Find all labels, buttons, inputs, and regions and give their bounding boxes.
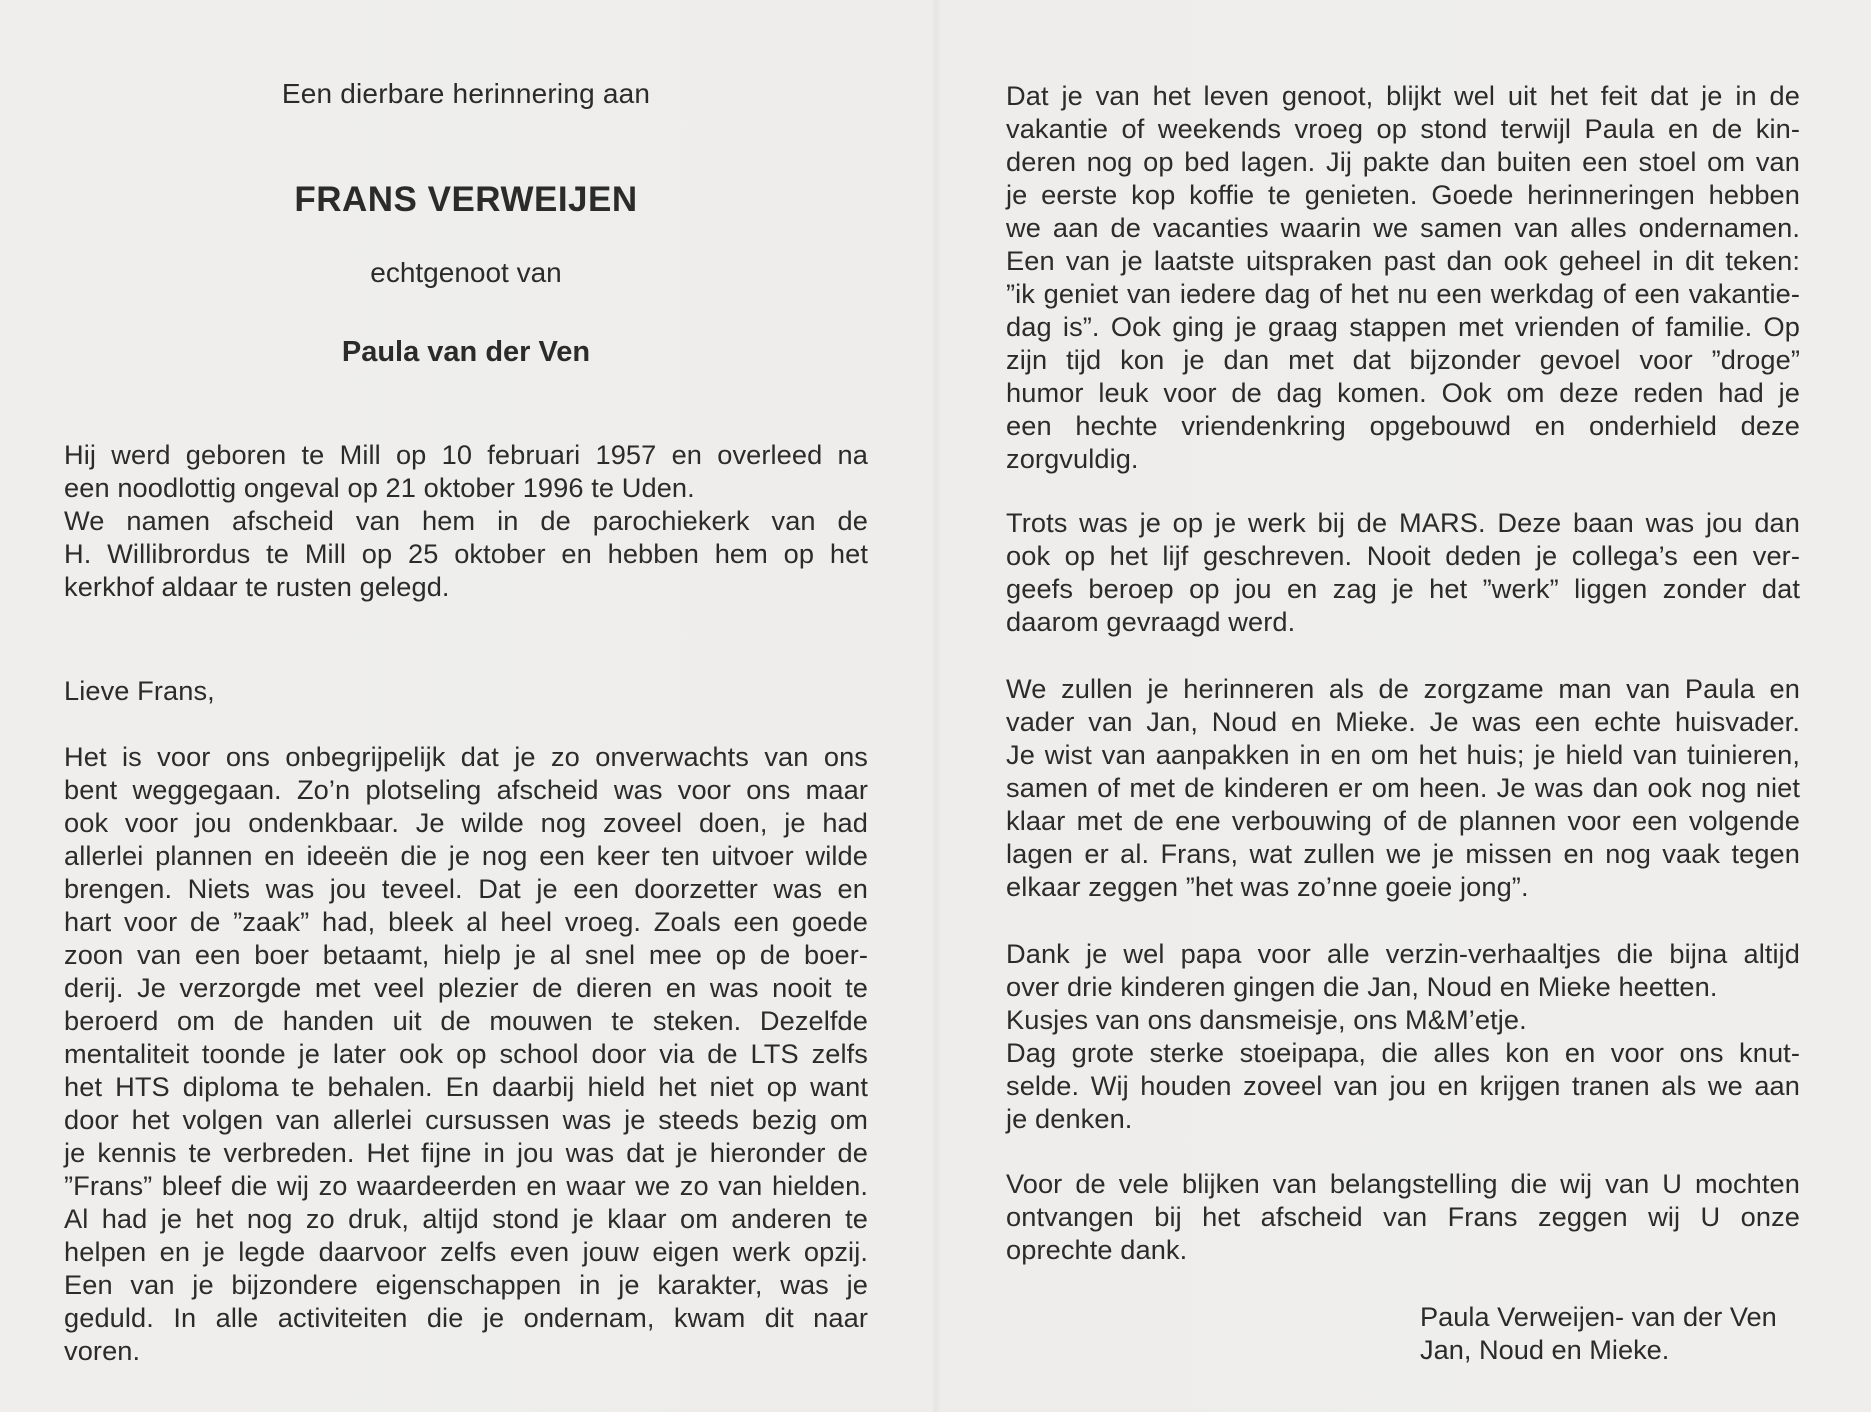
text-line: we aan de vacanties waarin we samen van alles ondernamen.: [1006, 212, 1800, 243]
text-line: Voor de vele blijken van belangstelling die wij van U mochten: [1006, 1168, 1800, 1199]
text-line: over drie kinderen gingen die Jan, Noud en Mieke heetten.: [1006, 971, 1718, 1002]
paragraph-family-man: [1006, 672, 1800, 903]
text-line: ook voor jou ondenkbaar. Je wilde nog zoveel doen, je had: [64, 807, 868, 838]
text-line: oprechte dank.: [1006, 1234, 1188, 1265]
text-line: Dank je wel papa voor alle verzin-verhaaltjes die bijna altijd: [1006, 938, 1800, 969]
text-line: ook op het lijf geschreven. Nooit deden je collega’s een ver-: [1006, 540, 1800, 571]
text-line: Een van je laatste uitspraken past dan ook geheel in dit teken:: [1006, 245, 1800, 276]
text-line: humor leuk voor de dag komen. Ook om deze reden had je: [1006, 377, 1800, 408]
spouse-name: Paula van der Ven: [341, 336, 591, 368]
text-line: zorgvuldig.: [1006, 443, 1139, 474]
text-line: hart voor de ”zaak” had, bleek al heel vroeg. Zoals een goede: [64, 906, 868, 937]
text-line: ”Frans” bleef die wij zo waardeerden en waar we zo van hielden.: [64, 1170, 868, 1201]
paragraph-thanks-papa: [1006, 937, 1800, 1135]
text-line: H. Willibrordus te Mill op 25 oktober en hebben hem op het: [64, 538, 868, 569]
text-line: derij. Je verzorgde met veel plezier de dieren en was nooit te: [64, 972, 868, 1003]
text-line: je eerste kop koffie te genieten. Goede herinneringen hebben: [1006, 179, 1800, 210]
text-line: voren.: [64, 1335, 141, 1366]
paragraph-gratitude: [1006, 1167, 1800, 1266]
text-line: vader van Jan, Noud en Mieke. Je was een echte huisvader.: [1006, 706, 1800, 737]
text-line: Jan, Noud en Mieke.: [1420, 1334, 1670, 1365]
text-line: ontvangen bij het afscheid van Frans zeggen wij U onze: [1006, 1201, 1800, 1232]
text-line: Je wist van aanpakken in en om het huis; je hield van tuinieren,: [1006, 739, 1800, 770]
intro-line: Een dierbare herinnering aan: [281, 78, 651, 109]
text-line: het HTS diploma te behalen. En daarbij hield het niet op want: [64, 1071, 868, 1102]
text-line: deren nog op bed lagen. Jij pakte dan buiten een stoel om van: [1006, 146, 1800, 177]
text-line: Een van je bijzondere eigenschappen in je karakter, was je: [64, 1269, 868, 1300]
text-line: Trots was je op je werk bij de MARS. Deze baan was jou dan: [1006, 507, 1800, 538]
text-line: kerkhof aldaar te rusten gelegd.: [64, 571, 450, 602]
text-line: dag is”. Ook ging je graag stappen met vrienden of familie. Op: [1006, 311, 1800, 342]
text-line: Al had je het nog zo druk, altijd stond je klaar om anderen te: [64, 1203, 868, 1234]
paragraph-work: [1006, 506, 1800, 638]
text-line: lagen er al. Frans, wat zullen we je missen en nog vaak tegen: [1006, 838, 1800, 869]
text-line: je denken.: [1006, 1103, 1133, 1134]
signature: [1420, 1300, 1800, 1366]
text-line: beroerd om de handen uit de mouwen te steken. Dezelfde: [64, 1005, 868, 1036]
text-line: Het is voor ons onbegrijpelijk dat je zo onverwachts van ons: [64, 741, 868, 772]
text-line: ”ik geniet van iedere dag of het nu een werkdag of een vakantie-: [1006, 278, 1800, 309]
text-line: je kennis te verbreden. Het fijne in jou was dat je hieronder de: [64, 1137, 868, 1168]
text-line: zoon van een boer betaamt, hielp je al snel mee op de boer-: [64, 939, 868, 970]
spouse-of-label: echtgenoot van: [370, 257, 562, 288]
text-line: brengen. Niets was jou teveel. Dat je een doorzetter was en: [64, 873, 868, 904]
main-paragraph: [64, 740, 868, 1367]
text-line: een noodlottig ongeval op 21 oktober 1996 te Uden.: [64, 472, 695, 503]
text-line: selde. Wij houden zoveel van jou en krijgen tranen als we aan: [1006, 1070, 1800, 1101]
text-line: Hij werd geboren te Mill op 10 februari 1957 en overleed na: [64, 439, 868, 470]
birth-paragraph: [64, 438, 868, 603]
deceased-name: FRANS VERWEIJEN: [294, 180, 638, 219]
text-line: mentaliteit toonde je later ook op school door via de LTS zelfs: [64, 1038, 868, 1069]
text-line: geduld. In alle activiteiten die je ondernam, kwam dit naar: [64, 1302, 868, 1333]
text-line: We zullen je herinneren als de zorgzame man van Paula en: [1006, 673, 1800, 704]
text-line: Kusjes van ons dansmeisje, ons M&M’etje.: [1006, 1004, 1527, 1035]
text-line: daarom gevraagd werd.: [1006, 606, 1296, 637]
text-line: bent weggegaan. Zo’n plotseling afscheid was voor ons maar: [64, 774, 868, 805]
text-line: helpen en je legde daarvoor zelfs even jouw eigen werk opzij.: [64, 1236, 868, 1267]
text-line: elkaar zeggen ”het was zo’nne goeie jong”.: [1006, 871, 1529, 902]
text-line: zijn tijd kon je dan met dat bijzonder gevoel voor ”droge”: [1006, 344, 1800, 375]
text-line: Dat je van het leven genoot, blijkt wel uit het feit dat je in de: [1006, 80, 1800, 111]
text-line: allerlei plannen en ideeën die je nog een keer ten uitvoer wilde: [64, 840, 868, 871]
text-line: door het volgen van allerlei cursussen was je steeds bezig om: [64, 1104, 868, 1135]
text-line: een hechte vriendenkring opgebouwd en onderhield deze: [1006, 410, 1800, 441]
text-line: geefs beroep op jou en zag je het ”werk” liggen zonder dat: [1006, 573, 1800, 604]
text-line: Dag grote sterke stoeipapa, die alles kon en voor ons knut-: [1006, 1037, 1800, 1068]
text-line: Paula Verweijen- van der Ven: [1420, 1301, 1777, 1332]
text-line: samen of met de kinderen er om heen. Je was dan ook nog niet: [1006, 772, 1800, 803]
text-line: vakantie of weekends vroeg op stond terwijl Paula en de kin-: [1006, 113, 1800, 144]
text-line: klaar met de ene verbouwing of de plannen voor een volgende: [1006, 805, 1800, 836]
greeting: [64, 674, 868, 707]
greeting-line: Lieve Frans,: [64, 675, 215, 706]
paragraph-enjoyed-life: [1006, 79, 1800, 475]
text-line: We namen afscheid van hem in de parochiekerk van de: [64, 505, 868, 536]
